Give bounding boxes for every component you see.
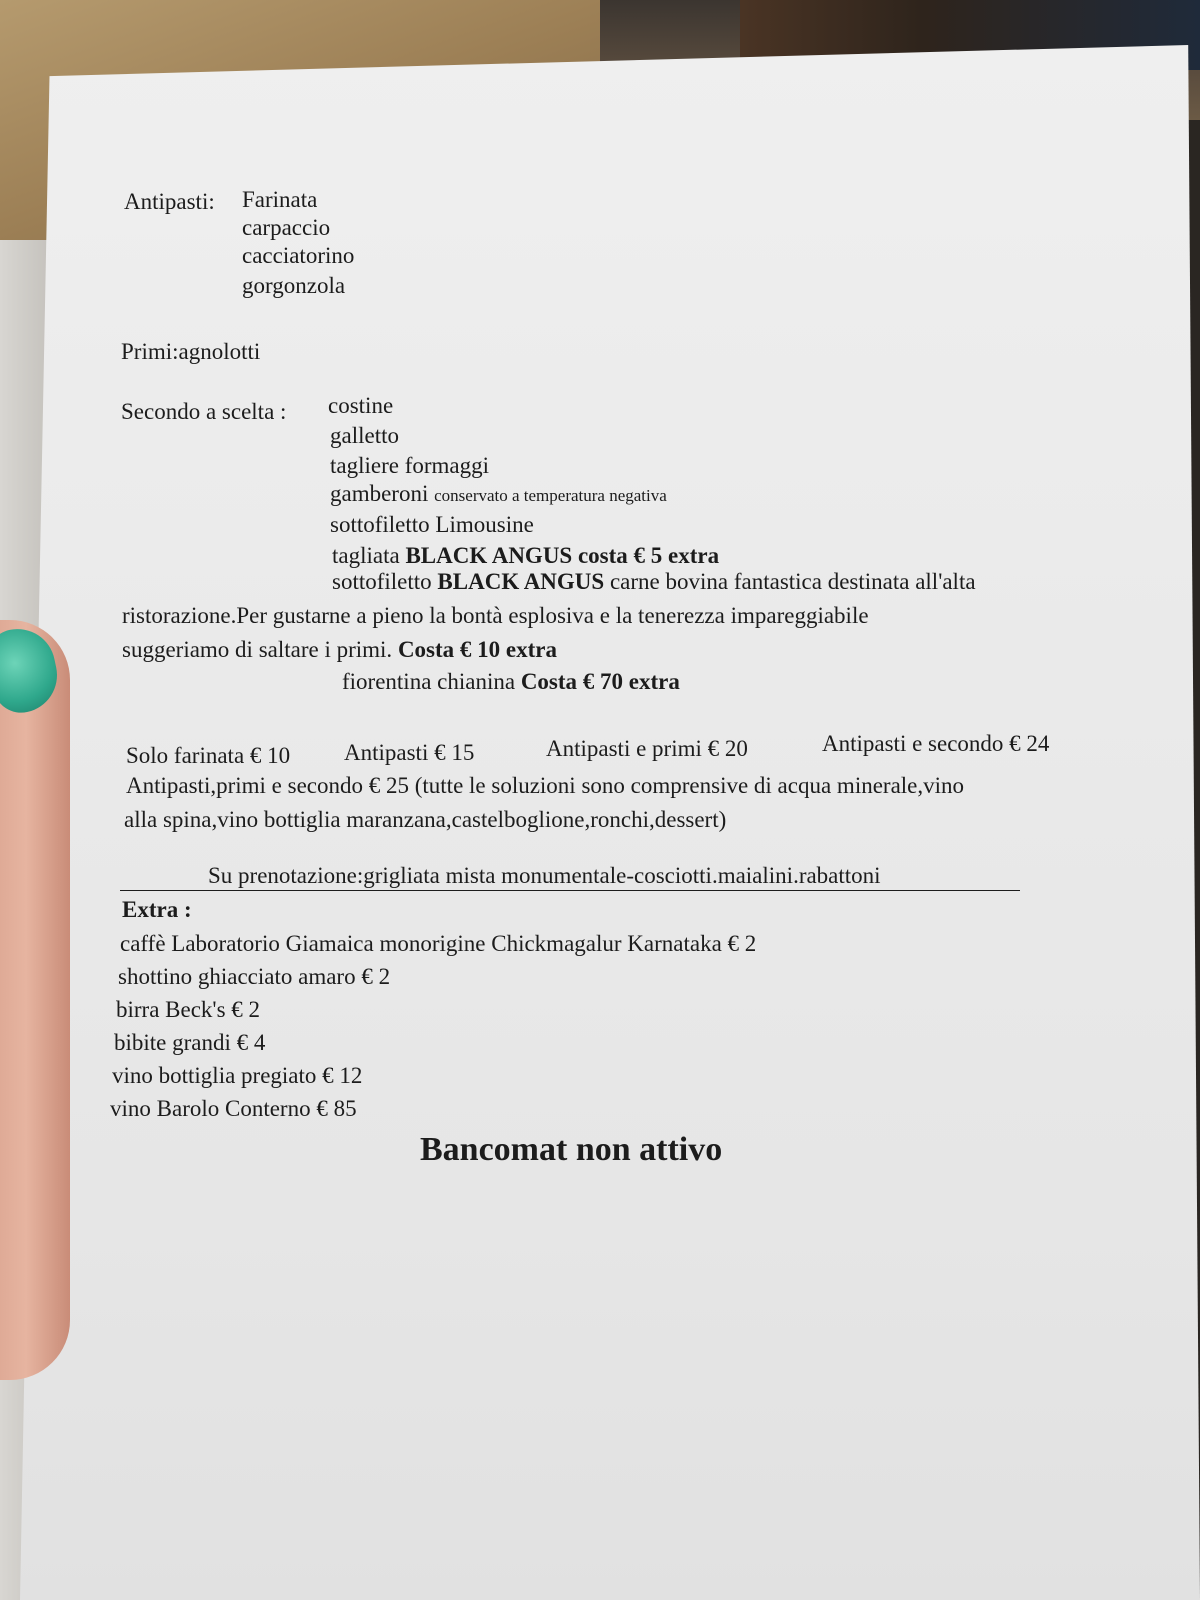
sottofiletto-desc-line2: ristorazione.Per gustarne a pieno la bontà esplosiva e la tenerezza impareggiabile — [122, 603, 869, 628]
secondo-item: gamberoni — [330, 481, 429, 506]
desc-line3-price: Costa € 10 extra — [397, 637, 557, 662]
price-antipasti-primi: Antipasti e primi € 20 — [546, 736, 748, 761]
primi-line: Primi:agnolotti — [121, 339, 261, 364]
price-antipasti-secondo: Antipasti e secondo € 24 — [822, 731, 1050, 756]
secondo-item: sottofiletto Limousine — [330, 512, 534, 537]
desc-line3-text: suggeriamo di saltare i primi. — [122, 637, 398, 662]
secondo-item: galletto — [330, 423, 399, 448]
fiorentina-price: Costa € 70 extra — [520, 669, 680, 694]
fiorentina-line — [342, 668, 680, 696]
bancomat-notice: Bancomat non attivo — [420, 1131, 723, 1168]
extra-item: vino bottiglia pregiato € 12 — [112, 1063, 363, 1088]
prenotazione-line — [120, 862, 1020, 891]
gamberoni-note: conservato a temperatura negativa — [434, 486, 667, 505]
secondo-item: tagliere formaggi — [330, 453, 490, 478]
antipasti-item: gorgonzola — [242, 273, 346, 298]
sottofiletto-desc-line3 — [122, 636, 557, 664]
extra-item: birra Beck's € 2 — [116, 997, 261, 1022]
price-solo-farinata: Solo farinata € 10 — [126, 743, 291, 768]
price-antipasti: Antipasti € 15 — [344, 740, 475, 765]
extra-item: bibite grandi € 4 — [114, 1030, 266, 1055]
sottofiletto-desc: carne bovina fantastica destinata all'alta — [604, 569, 976, 594]
sottofiletto-line — [332, 568, 976, 596]
price-notes-line: alla spina,vino bottiglia maranzana,castelboglione,ronchi,dessert) — [124, 807, 727, 832]
prenotazione-text: Su prenotazione:grigliata mista monumentale-cosciotti.maialini.rabattoni — [208, 863, 881, 888]
secondo-label: Secondo a scelta : — [121, 399, 287, 424]
fiorentina-text: fiorentina chianina — [342, 669, 521, 694]
extra-item: shottino ghiacciato amaro € 2 — [118, 964, 391, 989]
secondo-item: costine — [328, 393, 394, 418]
extra-item: vino Barolo Conterno € 85 — [110, 1096, 357, 1121]
price-full-line: Antipasti,primi e secondo € 25 (tutte le soluzioni sono comprensive di acqua minerale,vino — [126, 773, 965, 798]
extra-item: caffè Laboratorio Giamaica monorigine Chickmagalur Karnataka € 2 — [120, 931, 757, 956]
tagliata-price: BLACK ANGUS costa € 5 extra — [405, 543, 720, 568]
antipasti-label: Antipasti: — [124, 189, 215, 214]
tagliata-line — [332, 542, 719, 570]
extra-label: Extra : — [122, 897, 192, 922]
tagliata-text: tagliata — [332, 543, 406, 568]
sottofiletto-brand: BLACK ANGUS — [437, 569, 605, 594]
sottofiletto-text: sottofiletto — [332, 569, 438, 594]
antipasti-item: cacciatorino — [242, 243, 355, 268]
secondo-item-gamberoni — [330, 480, 667, 510]
antipasti-item: Farinata — [242, 187, 318, 212]
antipasti-item: carpaccio — [242, 215, 331, 240]
